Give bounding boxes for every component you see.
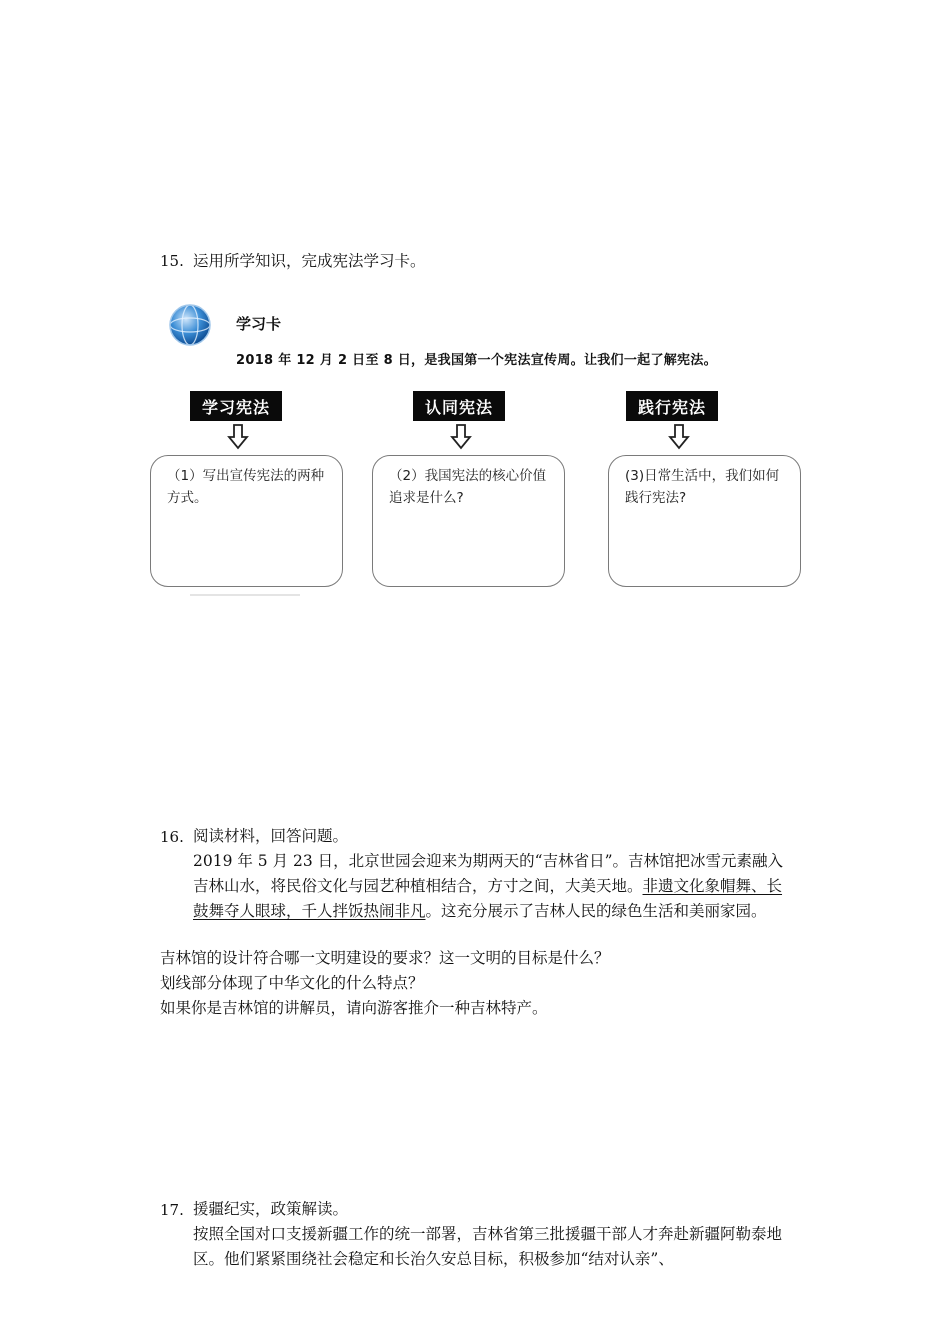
q16-material-plain: 2019 年 5 月 23 日，北京世园会迎来为期两天的“吉林省日”。吉林馆把冰雪元素融入吉林山水，将民俗文化与园艺种植相结合，方寸之间，大美天地。 <box>193 852 784 895</box>
q16-material-underlined: 非遗文化象帽舞、长鼓舞夺人眼球，千人拌饭热闹非凡 <box>193 877 783 920</box>
q16-number: 16. <box>160 828 184 846</box>
q16-question-1: 吉林馆的设计符合哪一文明建设的要求？这一文明的目标是什么？ <box>160 949 610 967</box>
q15-prompt: 运用所学知识，完成宪法学习卡。 <box>193 252 426 270</box>
globe-icon <box>168 303 212 347</box>
q17-number: 17. <box>160 1201 184 1219</box>
label-practice-constitution: 践行宪法 <box>626 391 718 421</box>
q17-prompt: 援疆纪实，政策解读。 <box>193 1200 349 1218</box>
down-arrow-icon <box>668 424 690 450</box>
card-intro: 2018 年 12 月 2 日至 8 日，是我国第一个宪法宣传周。让我们一起了解宪法。 <box>236 353 717 368</box>
q16-question-3: 如果你是吉林馆的讲解员，请向游客推介一种吉林特产。 <box>160 999 548 1017</box>
q16-material <box>193 849 793 924</box>
q16-question-2: 划线部分体现了中华文化的什么特点？ <box>160 974 424 992</box>
q15-number: 15. <box>160 252 184 270</box>
question-box-2: （2）我国宪法的核心价值追求是什么? <box>372 455 565 587</box>
q17-material: 按照全国对口支援新疆工作的统一部署，吉林省第三批援疆干部人才奔赴新疆阿勒泰地区。他们紧紧围绕社会稳定和长治久安总目标，积极参加“结对认亲”、 <box>193 1225 783 1268</box>
label-study-constitution: 学习宪法 <box>190 391 282 421</box>
q16-prompt: 阅读材料，回答问题。 <box>193 827 349 845</box>
question-box-1: （1）写出宣传宪法的两种方式。 <box>150 455 343 587</box>
card-title: 学习卡 <box>236 315 282 333</box>
faint-scan-line <box>190 594 300 596</box>
down-arrow-icon <box>450 424 472 450</box>
down-arrow-icon <box>227 424 249 450</box>
question-box-3: (3)日常生活中，我们如何践行宪法? <box>608 455 801 587</box>
label-identify-constitution: 认同宪法 <box>413 391 505 421</box>
q16-material-tail: 。这充分展示了吉林人民的绿色生活和美丽家园。 <box>425 902 767 920</box>
